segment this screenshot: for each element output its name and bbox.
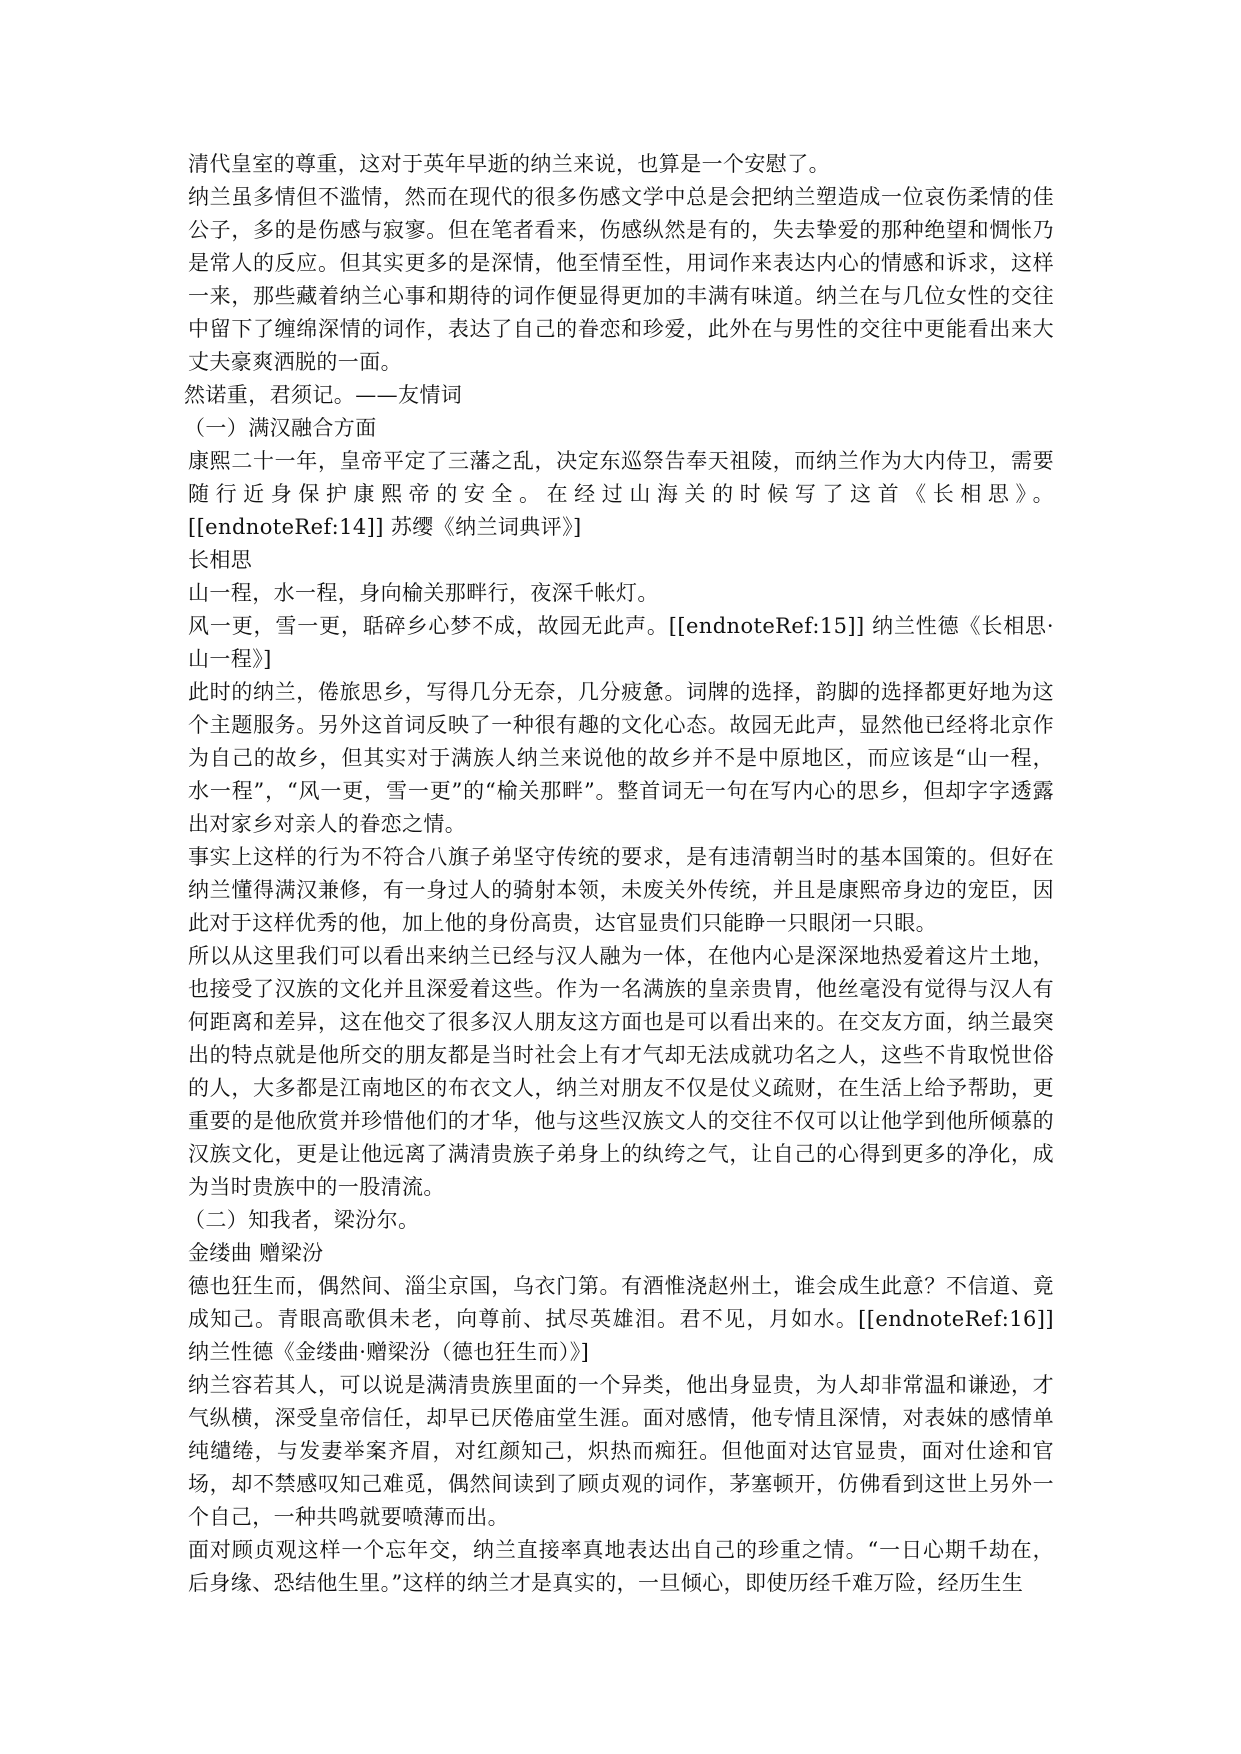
- subsection-heading-2: （二）知我者，梁汾尔。: [184, 1208, 420, 1232]
- poem-jinlvqu-text: 德也狂生而，偶然间、淄尘京国，乌衣门第。有酒惟浇赵州土，谁会成生此意？不信道、竟成知己。青眼高歌俱未老，向尊前、拭尽英雄泪。君不见，月如水。[[endnoteRef:16]] 纳兰性德《金缕曲·赠梁汾（德也狂生而）》]: [188, 1274, 1054, 1364]
- paragraph-continuation: 清代皇室的尊重，这对于英年早逝的纳兰来说，也算是一个安慰了。: [188, 152, 830, 176]
- paragraph-manchu-han-fusion: 所以从这里我们可以看出来纳兰已经与汉人融为一体，在他内心是深深地热爱着这片土地，也接受了汉族的文化并且深爱着这些。作为一名满族的皇亲贵胄，他丝毫没有觉得与汉人有何距离和差异，这在他交了很多汉人朋友这方面也是可以看出来的。在交友方面，纳兰最突出的特点就是他所交的朋友都是当时社会上有才气却无法成就功名之人，这些不肯取悦世俗的人，大多都是江南地区的布衣文人，纳兰对朋友不仅是仗义疏财，在生活上给予帮助，更重要的是他欣赏并珍惜他们的才华，他与这些汉族文人的交往不仅可以让他学到他所倾慕的汉族文化，更是让他远离了满清贵族子弟身上的纨绔之气，让自己的心得到更多的净化，成为当时贵族中的一股清流。: [188, 944, 1054, 1199]
- paragraph-gu-zhenguan: 面对顾贞观这样一个忘年交，纳兰直接率真地表达出自己的珍重之情。“一日心期千劫在，后身缘、恐结他生里。”这样的纳兰才是真实的，一旦倾心，即使历经千难万险，经历生生: [188, 1538, 1054, 1595]
- paragraph-eight-banners: 事实上这样的行为不符合八旗子弟坚守传统的要求，是有违清朝当时的基本国策的。但好在纳兰懂得满汉兼修，有一身过人的骑射本领，未废关外传统，并且是康熙帝身边的宠臣，因此对于这样优秀的他，加上他的身份高贵，达官显贵们只能睁一只眼闭一只眼。: [188, 845, 1054, 935]
- poem-title-jinlvqu: 金缕曲 赠梁汾: [188, 1241, 324, 1265]
- paragraph-kangxi-tour: 康熙二十一年，皇帝平定了三藩之乱，决定东巡祭告奉天祖陵，而纳兰作为大内侍卫，需要随行近身保护康熙帝的安全。在经过山海关的时候写了这首《长相思》。[[endnoteRef:14]] 苏缨《纳兰词典评》]: [188, 449, 1054, 539]
- subsection-heading-1: （一）满汉融合方面: [184, 416, 377, 440]
- paragraph-nalan-sentiment: 纳兰虽多情但不滥情，然而在现代的很多伤感文学中总是会把纳兰塑造成一位哀伤柔情的佳公子，多的是伤感与寂寥。但在笔者看来，伤感纵然是有的，失去挚爱的那种绝望和惆怅乃是常人的反应。但其实更多的是深情，他至情至性，用词作来表达内心的情感和诉求，这样一来，那些藏着纳兰心事和期待的词作便显得更加的丰满有味道。纳兰在与几位女性的交往中留下了缠绵深情的词作，表达了自己的眷恋和珍爱，此外在与男性的交往中更能看出来大丈夫豪爽洒脱的一面。: [188, 185, 1054, 374]
- poem-title-changxiangsi: 长相思: [188, 548, 253, 572]
- poem-line-2: 风一更，雪一更，聒碎乡心梦不成，故园无此声。[[endnoteRef:15]] 纳兰性德《长相思·山一程》]: [188, 614, 1054, 671]
- paragraph-poem-analysis: 此时的纳兰，倦旅思乡，写得几分无奈，几分疲惫。词牌的选择，韵脚的选择都更好地为这个主题服务。另外这首词反映了一种很有趣的文化心态。故园无此声，显然他已经将北京作为自己的故乡，但其实对于满族人纳兰来说他的故乡并不是中原地区，而应该是“山一程，水一程”，“风一更，雪一更”的“榆关那畔”。整首词无一句在写内心的思乡，但却字字透露出对家乡对亲人的眷恋之情。: [188, 680, 1054, 836]
- poem-line-1: 山一程，水一程，身向榆关那畔行，夜深千帐灯。: [188, 581, 659, 605]
- section-heading-friendship: 然诺重，君须记。——友情词: [184, 383, 463, 407]
- document-body: [184, 148, 1054, 1600]
- paragraph-nalan-character: 纳兰容若其人，可以说是满清贵族里面的一个异类，他出身显贵，为人却非常温和谦逊，才气纵横，深受皇帝信任，却早已厌倦庙堂生涯。面对感情，他专情且深情，对表妹的感情单纯缱绻，与发妻举案齐眉，对红颜知己，炽热而痴狂。但他面对达官显贵，面对仕途和官场，却不禁感叹知己难觅，偶然间读到了顾贞观的词作，茅塞顿开，仿佛看到这世上另外一个自己，一种共鸣就要喷薄而出。: [188, 1373, 1054, 1529]
